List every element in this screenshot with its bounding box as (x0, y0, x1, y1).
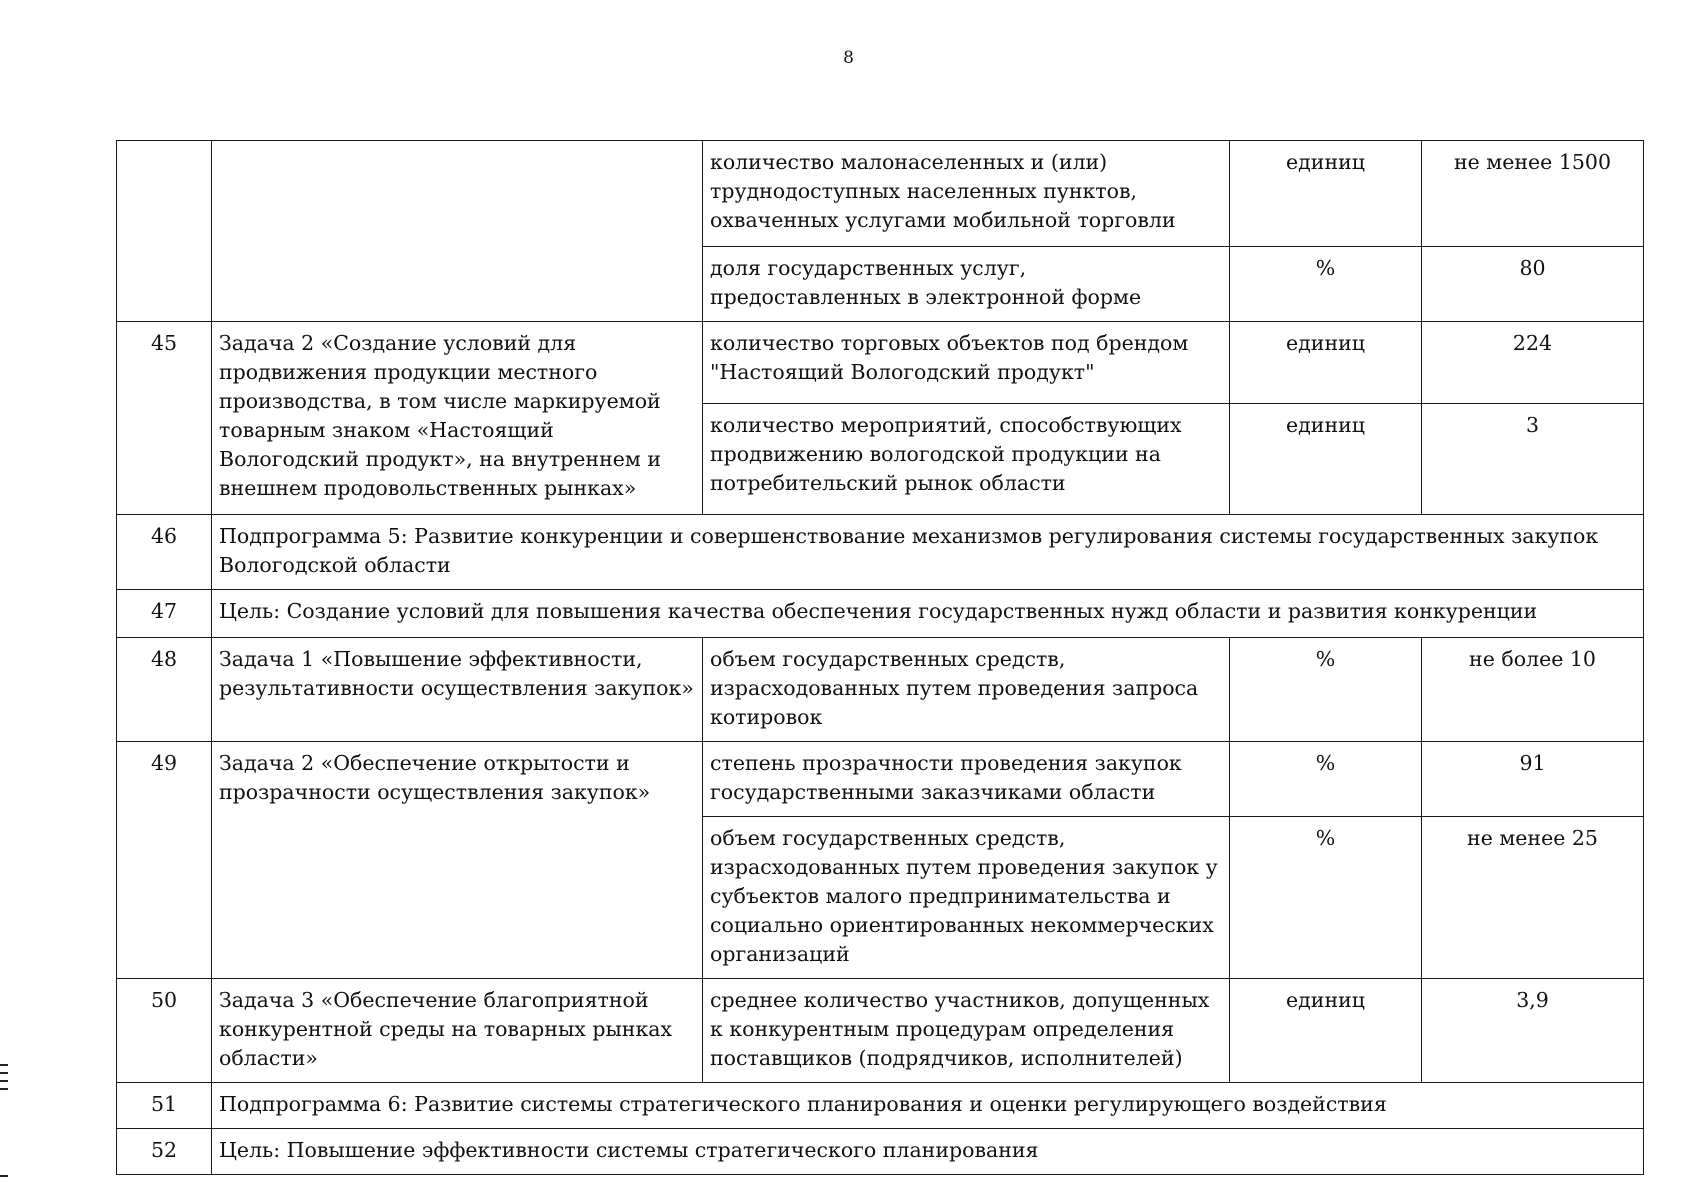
table-row (117, 638, 1644, 742)
indicator-name: объем государственных средств, израсходованных путем проведения запроса котировок (703, 638, 1230, 742)
margin-mark (0, 1175, 8, 1177)
indicator-name: количество малонаселенных и (или) труднодоступных населенных пунктов, охваченных услугами мобильной торговли (703, 141, 1230, 247)
table-row (117, 141, 1644, 247)
task-cell: Задача 1 «Повышение эффективности, результативности осуществления закупок» (212, 638, 703, 742)
subprogram-cell: Подпрограмма 6: Развитие системы стратегического планирования и оценки регулирующего воздействия (212, 1083, 1644, 1129)
table-row (117, 742, 1644, 817)
indicator-unit: % (1230, 742, 1422, 817)
row-number (117, 141, 212, 322)
task-cell: Задача 2 «Обеспечение открытости и прозрачности осуществления закупок» (212, 742, 703, 979)
row-number: 49 (117, 742, 212, 979)
indicator-value: не менее 1500 (1422, 141, 1644, 247)
row-number: 45 (117, 322, 212, 515)
table-row (117, 322, 1644, 404)
margin-mark (0, 1088, 8, 1090)
indicator-value: 224 (1422, 322, 1644, 404)
indicator-unit: % (1230, 638, 1422, 742)
indicators-table (116, 140, 1644, 1175)
indicator-name: количество мероприятий, способствующих продвижению вологодской продукции на потребительский рынок области (703, 404, 1230, 515)
indicator-unit: единиц (1230, 979, 1422, 1083)
margin-mark (0, 1080, 8, 1082)
task-cell: Задача 3 «Обеспечение благоприятной конкурентной среды на товарных рынках области» (212, 979, 703, 1083)
row-number: 47 (117, 590, 212, 638)
indicator-unit: % (1230, 247, 1422, 322)
indicator-name: среднее количество участников, допущенных к конкурентным процедурам определения поставщиков (подрядчиков, исполнителей) (703, 979, 1230, 1083)
row-number: 46 (117, 515, 212, 590)
indicator-unit: единиц (1230, 322, 1422, 404)
row-number: 52 (117, 1129, 212, 1175)
table-row (117, 979, 1644, 1083)
table-row (117, 1083, 1644, 1129)
margin-mark (0, 1072, 8, 1074)
row-number: 50 (117, 979, 212, 1083)
indicator-value: 80 (1422, 247, 1644, 322)
goal-cell: Цель: Создание условий для повышения качества обеспечения государственных нужд области и развития конкуренции (212, 590, 1644, 638)
indicator-unit: единиц (1230, 404, 1422, 515)
table-row (117, 590, 1644, 638)
subprogram-cell: Подпрограмма 5: Развитие конкуренции и совершенствование механизмов регулирования системы государственных закупок Вологодской области (212, 515, 1644, 590)
task-cell (212, 141, 703, 322)
indicator-value: 91 (1422, 742, 1644, 817)
page-number: 8 (843, 48, 854, 68)
indicator-value: 3,9 (1422, 979, 1644, 1083)
indicator-unit: % (1230, 817, 1422, 979)
indicator-name: объем государственных средств, израсходованных путем проведения закупок у субъектов малого предпринимательства и социально ориентированных некоммерческих организаций (703, 817, 1230, 979)
indicator-value: не менее 25 (1422, 817, 1644, 979)
indicator-unit: единиц (1230, 141, 1422, 247)
indicator-name: количество торговых объектов под брендом "Настоящий Вологодский продукт" (703, 322, 1230, 404)
indicator-value: 3 (1422, 404, 1644, 515)
indicator-name: доля государственных услуг, предоставленных в электронной форме (703, 247, 1230, 322)
row-number: 48 (117, 638, 212, 742)
row-number: 51 (117, 1083, 212, 1129)
task-cell: Задача 2 «Создание условий для продвижения продукции местного производства, в том числе маркируемой товарным знаком «Настоящий Вологодский продукт», на внутреннем и внешнем продовольственных рынках» (212, 322, 703, 515)
indicator-name: степень прозрачности проведения закупок государственными заказчиками области (703, 742, 1230, 817)
goal-cell: Цель: Повышение эффективности системы стратегического планирования (212, 1129, 1644, 1175)
table-row (117, 515, 1644, 590)
indicator-value: не более 10 (1422, 638, 1644, 742)
table-row (117, 1129, 1644, 1175)
margin-mark (0, 1064, 8, 1066)
